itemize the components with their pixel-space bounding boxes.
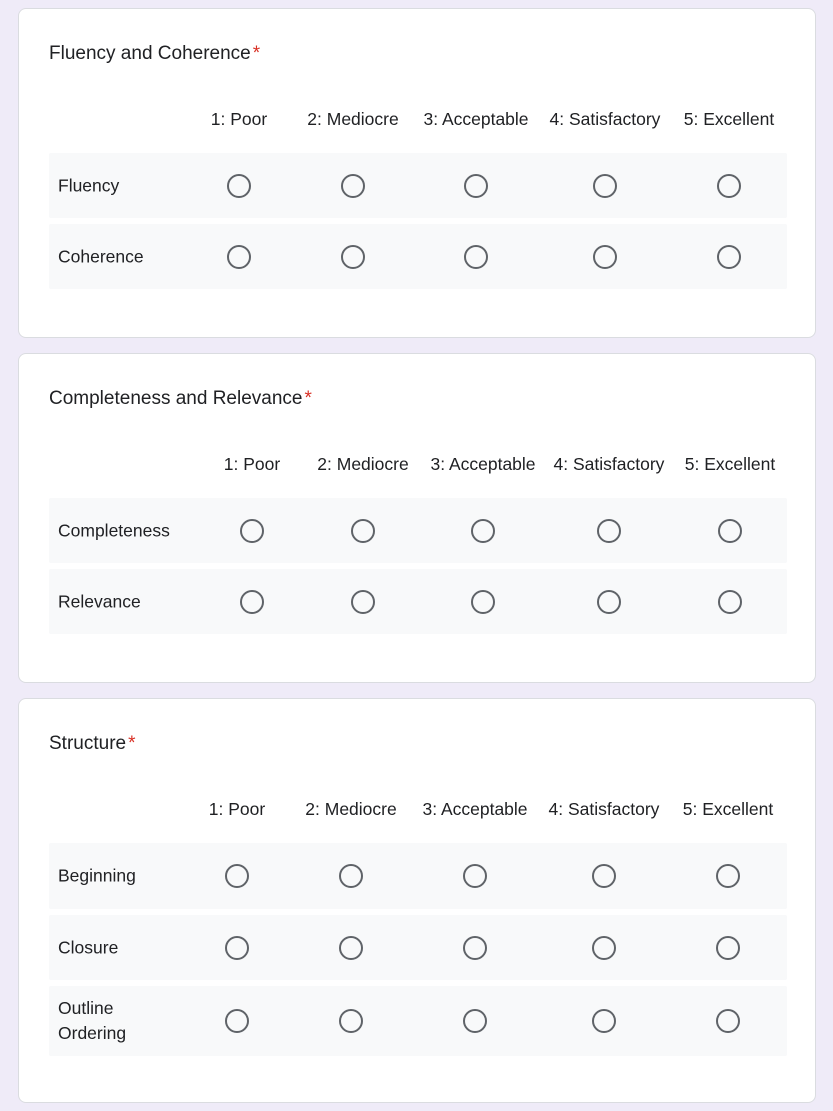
radio-coherence-1[interactable] [227,245,251,269]
radio-fluency-2[interactable] [341,174,365,198]
grid-header [49,109,787,153]
column-header-acceptable: 3: Acceptable [430,454,536,474]
row-label: Beginning [58,865,136,886]
rating-grid [49,799,787,1056]
grid-header [49,799,787,843]
radio-relevance-5[interactable] [718,590,742,614]
question-card-completeness-relevance [18,353,816,683]
grid-row-closure [49,915,787,980]
column-header-excellent: 5: Excellent [682,799,774,819]
column-header-mediocre: 2: Mediocre [317,454,409,474]
radio-closure-5[interactable] [716,936,740,960]
radio-outline-ordering-4[interactable] [592,1009,616,1033]
column-header-mediocre: 2: Mediocre [305,799,397,819]
row-label: Coherence [58,246,144,266]
column-header-excellent: 5: Excellent [684,454,776,474]
row-label: Fluency [58,175,120,195]
question-title: Structure * [49,733,136,754]
radio-fluency-4[interactable] [593,174,617,198]
grid-row-coherence [49,224,787,289]
column-header-acceptable: 3: Acceptable [422,799,528,819]
radio-closure-2[interactable] [339,936,363,960]
radio-outline-ordering-1[interactable] [225,1009,249,1033]
rating-grid [49,454,787,634]
column-header-poor: 1: Poor [208,799,266,819]
grid-row-completeness [49,498,787,563]
radio-fluency-1[interactable] [227,174,251,198]
grid-row-relevance [49,569,787,634]
radio-beginning-1[interactable] [225,864,249,888]
radio-closure-1[interactable] [225,936,249,960]
radio-closure-3[interactable] [463,936,487,960]
radio-coherence-3[interactable] [464,245,488,269]
radio-coherence-5[interactable] [717,245,741,269]
grid-row-outline-ordering [49,986,787,1056]
radio-coherence-2[interactable] [341,245,365,269]
radio-beginning-5[interactable] [716,864,740,888]
required-asterisk: * [304,388,312,409]
row-label: Relevance [58,591,141,611]
question-card-fluency-coherence [18,8,816,338]
grid-row-beginning [49,843,787,909]
radio-completeness-2[interactable] [351,519,375,543]
radio-completeness-4[interactable] [597,519,621,543]
radio-completeness-5[interactable] [718,519,742,543]
radio-relevance-4[interactable] [597,590,621,614]
column-header-excellent: 5: Excellent [683,109,775,129]
radio-outline-ordering-2[interactable] [339,1009,363,1033]
grid-row-fluency [49,153,787,218]
column-header-poor: 1: Poor [210,109,268,129]
row-label: Closure [58,937,119,957]
column-header-satisfactory: 4: Satisfactory [553,454,665,474]
column-header-satisfactory: 4: Satisfactory [549,109,661,129]
row-label: Completeness [58,520,170,540]
radio-beginning-3[interactable] [463,864,487,888]
radio-closure-4[interactable] [592,936,616,960]
radio-outline-ordering-5[interactable] [716,1009,740,1033]
radio-beginning-4[interactable] [592,864,616,888]
radio-completeness-1[interactable] [240,519,264,543]
row-label: Outline Ordering [58,998,127,1043]
column-header-mediocre: 2: Mediocre [307,109,399,129]
radio-relevance-2[interactable] [351,590,375,614]
question-title: Fluency and Coherence * [49,43,261,64]
required-asterisk: * [128,733,136,754]
question-title: Completeness and Relevance * [49,388,312,409]
column-header-poor: 1: Poor [223,454,281,474]
column-header-satisfactory: 4: Satisfactory [548,799,660,819]
radio-completeness-3[interactable] [471,519,495,543]
grid-header [49,454,787,498]
radio-beginning-2[interactable] [339,864,363,888]
required-asterisk: * [252,43,261,64]
radio-coherence-4[interactable] [593,245,617,269]
question-card-structure [18,698,816,1103]
radio-fluency-5[interactable] [717,174,741,198]
radio-fluency-3[interactable] [464,174,488,198]
radio-relevance-1[interactable] [240,590,264,614]
column-header-acceptable: 3: Acceptable [423,109,529,129]
radio-relevance-3[interactable] [471,590,495,614]
rating-grid [49,109,787,289]
radio-outline-ordering-3[interactable] [463,1009,487,1033]
